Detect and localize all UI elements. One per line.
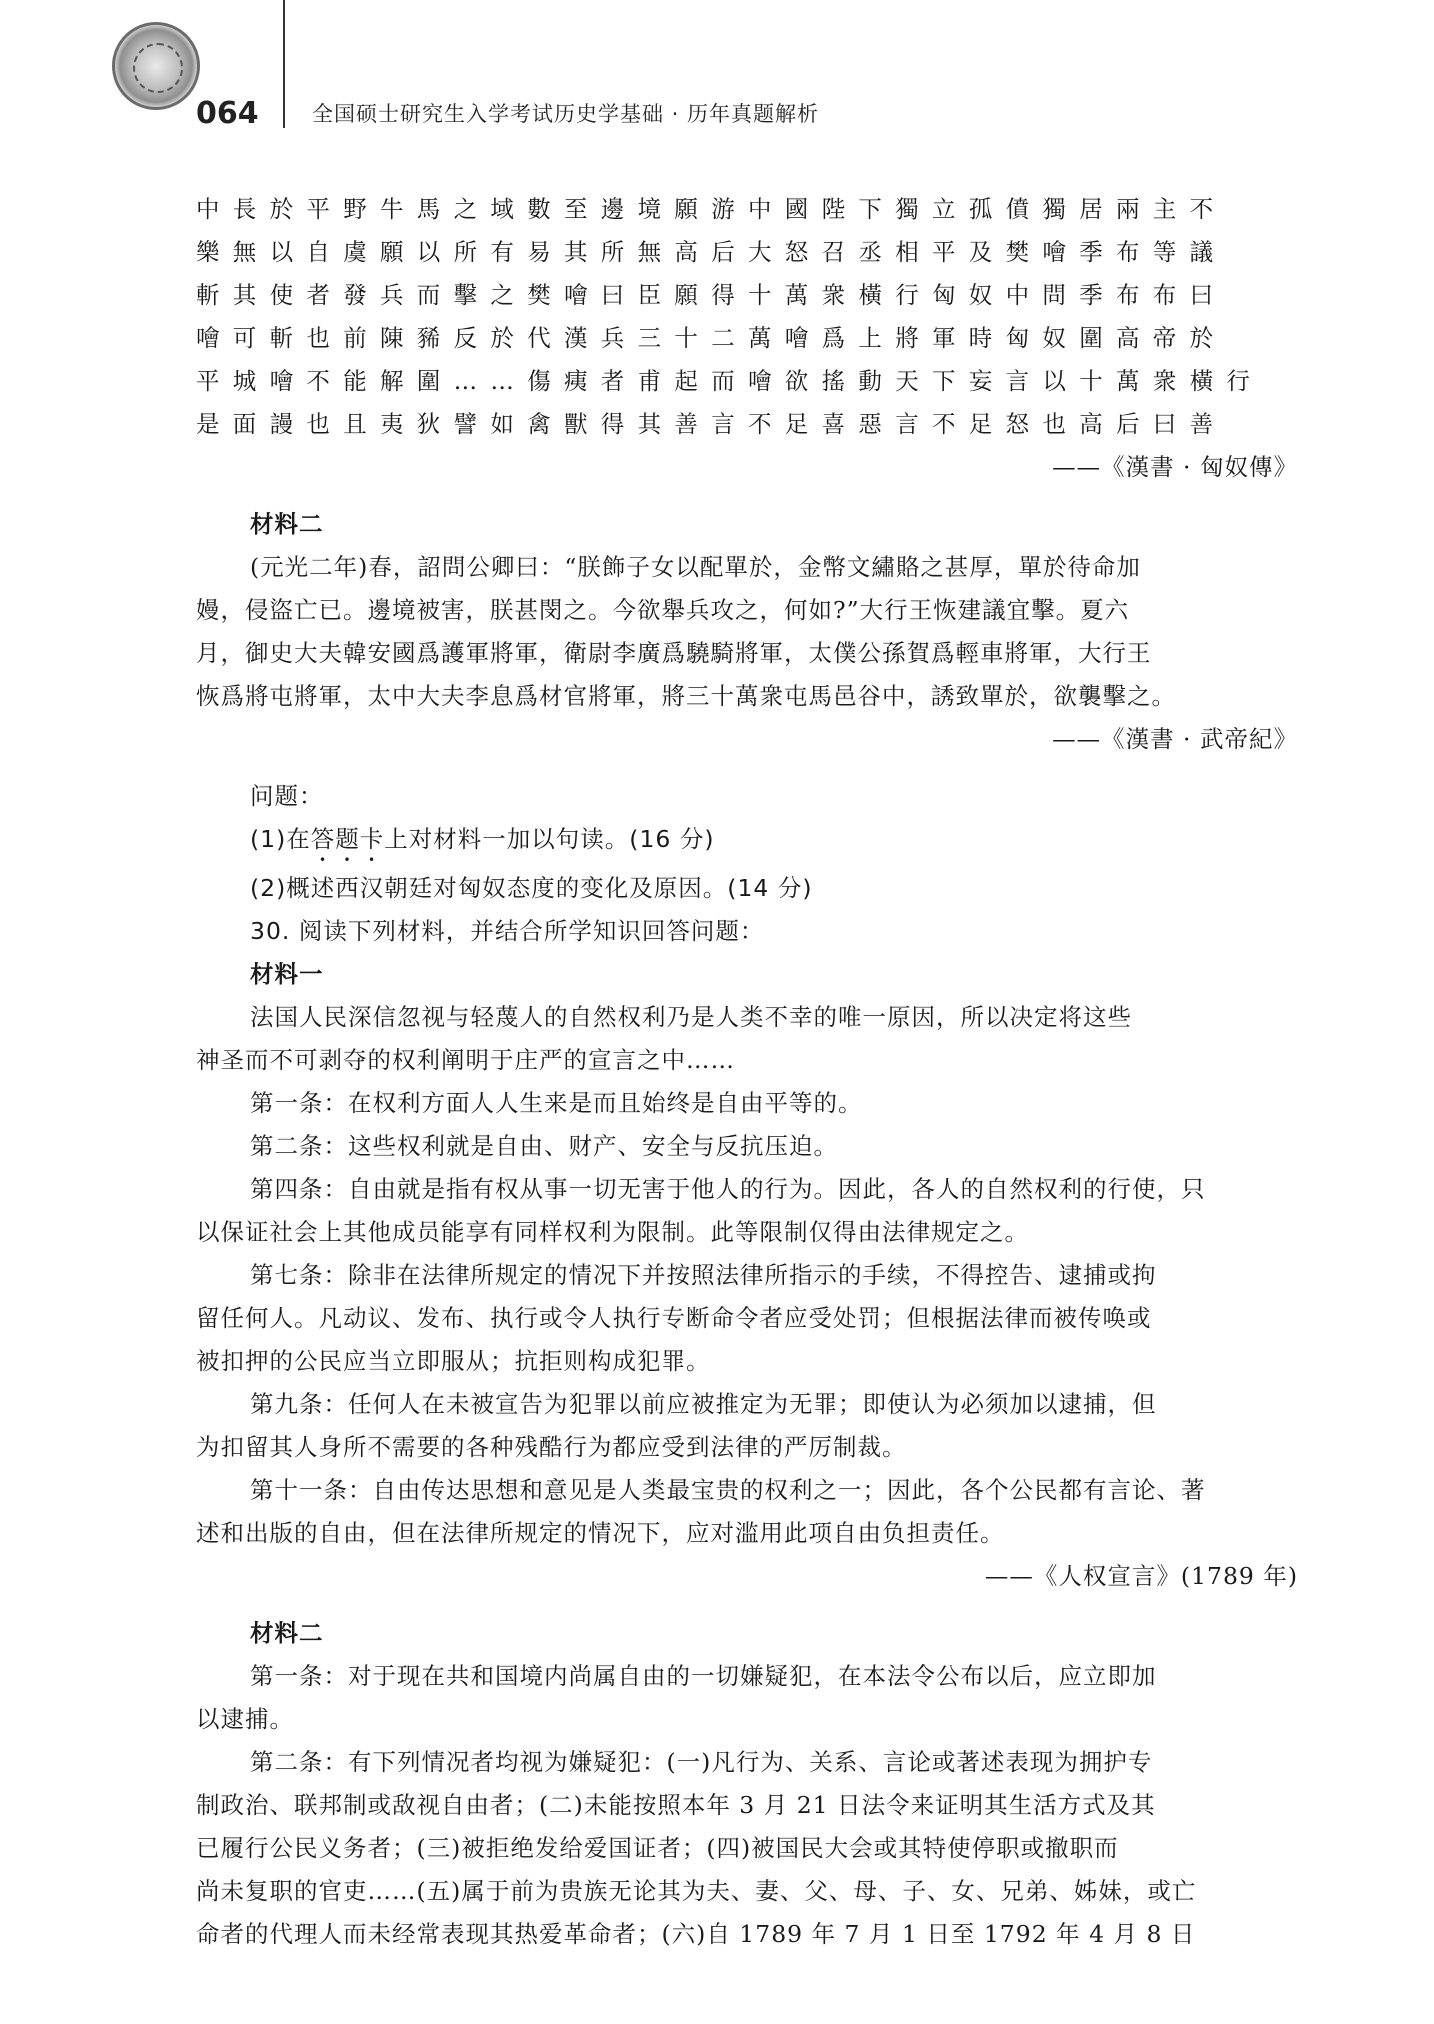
law-article-2-line: 制政治、联邦制或敌视自由者；(二)未能按照本年 3 月 21 日法令来证明其生活方式及其 xyxy=(196,1791,1156,1819)
question-1 xyxy=(196,818,1298,867)
page-header xyxy=(0,0,1434,140)
article-2: 第二条：这些权利就是自由、财产、安全与反抗压迫。 xyxy=(250,1132,838,1160)
library-seal-stamp xyxy=(112,22,200,110)
question-1-emphasis: 答题卡 xyxy=(310,825,385,853)
passage1-line: 噲可斬也前陳豨反於代漢兵三十二萬噲爲上將軍時匈奴圍高帝於 xyxy=(196,324,1227,352)
q30-material1-citation: ——《人权宣言》(1789 年) xyxy=(984,1562,1298,1590)
question-30: 30. 阅读下列材料，并结合所学知识回答问题： xyxy=(250,917,765,945)
series-title: 全国硕士研究生入学考试历史学基础 · 历年真题解析 xyxy=(312,102,820,126)
law-article-2-line: 尚未复职的官吏……(五)属于前为贵族无论其为夫、妻、父、母、子、女、兄弟、姊妹，或亡 xyxy=(196,1877,1197,1905)
article-7-line: 被扣押的公民应当立即服从；抗拒则构成犯罪。 xyxy=(196,1347,711,1375)
law-article-1-line: 以逮捕。 xyxy=(196,1705,294,1733)
article-4-line: 以保证社会上其他成员能享有同样权利为限制。此等限制仅得由法律规定之。 xyxy=(196,1218,1029,1246)
page-number: 064 xyxy=(196,96,259,131)
passage1-citation: ——《漢書 · 匈奴傳》 xyxy=(1052,453,1298,481)
article-9-line: 为扣留其人身所不需要的各种残酷行为都应受到法律的严厉制裁。 xyxy=(196,1433,907,1461)
article-1: 第一条：在权利方面人人生来是而且始终是自由平等的。 xyxy=(250,1089,863,1117)
material2-line: 月，御史大夫韓安國爲護軍將軍，衛尉李廣爲驍騎將軍，太僕公孫賀爲輕車將軍，大行王 xyxy=(196,639,1152,667)
material2-line: 恢爲將屯將軍，太中大夫李息爲材官將軍，將三十萬衆屯馬邑谷中，誘致單於，欲襲擊之。 xyxy=(196,682,1176,710)
law-article-2-line: 第二条：有下列情况者均视为嫌疑犯：(一)凡行为、关系、言论或著述表现为拥护专 xyxy=(250,1748,1153,1776)
article-11-line: 述和出版的自由，但在法律所规定的情况下，应对滥用此项自由负担责任。 xyxy=(196,1519,1005,1547)
article-9-line: 第九条：任何人在未被宣告为犯罪以前应被推定为无罪；即使认为必须加以逮捕，但 xyxy=(250,1390,1157,1418)
article-7-line: 第七条：除非在法律所规定的情况下并按照法律所指示的手续，不得控告、逮捕或拘 xyxy=(250,1261,1157,1289)
passage1 xyxy=(196,188,1298,446)
passage1-line: 中長於平野牛馬之域數至邊境願游中國陛下獨立孤僨獨居兩主不 xyxy=(196,195,1227,223)
law-article-1-line: 第一条：对于现在共和国境内尚属自由的一切嫌疑犯，在本法令公布以后，应立即加 xyxy=(250,1662,1157,1690)
header-divider xyxy=(283,0,285,128)
material2-line: 嫚，侵盜亡已。邊境被害，朕甚閔之。今欲舉兵攻之，何如?”大行王恢建議宜擊。夏六 xyxy=(196,596,1130,624)
questions-label: 问题： xyxy=(250,782,324,810)
page-body xyxy=(196,188,1298,1956)
article-7-line: 留任何人。凡动议、发布、执行或令人执行专断命令者应受处罚；但根据法律而被传唤或 xyxy=(196,1304,1152,1332)
preamble-line: 神圣而不可剥夺的权利阐明于庄严的宣言之中…… xyxy=(196,1046,735,1074)
material2-heading: 材料二 xyxy=(250,510,324,538)
q30-material2-heading: 材料二 xyxy=(250,1619,324,1647)
material2-line: (元光二年)春，詔問公卿曰：“朕飾子女以配單於，金幣文繡賂之甚厚，單於待命加 xyxy=(250,553,1141,581)
q30-material1-heading: 材料一 xyxy=(250,960,324,988)
passage1-line: 斬其使者發兵而擊之樊噲曰臣願得十萬衆橫行匈奴中問季布布曰 xyxy=(196,281,1227,309)
question-1-pre: (1)在 xyxy=(250,825,311,853)
passage1-line: 是面謾也且夷狄譬如禽獸得其善言不足喜惡言不足怒也高后曰善 xyxy=(196,410,1227,438)
law-article-2-line: 已履行公民义务者；(三)被拒绝发给爱国证者；(四)被国民大会或其特使停职或撤职而 xyxy=(196,1834,1119,1862)
preamble-line: 法国人民深信忽视与轻蔑人的自然权利乃是人类不幸的唯一原因，所以决定将这些 xyxy=(250,1003,1132,1031)
question-1-post: 上对材料一加以句读。(16 分) xyxy=(384,825,715,853)
question-2: (2)概述西汉朝廷对匈奴态度的变化及原因。(14 分) xyxy=(250,874,813,902)
article-11-line: 第十一条：自由传达思想和意见是人类最宝贵的权利之一；因此，各个公民都有言论、著 xyxy=(250,1476,1206,1504)
article-4-line: 第四条：自由就是指有权从事一切无害于他人的行为。因此，各人的自然权利的行使，只 xyxy=(250,1175,1206,1203)
law-article-2-line: 命者的代理人而未经常表现其热爱革命者；(六)自 1789 年 7 月 1 日至 1792 年 4 月 8 日 xyxy=(196,1920,1196,1948)
passage1-line: 樂無以自虞願以所有易其所無高后大怒召丞相平及樊噲季布等議 xyxy=(196,238,1227,266)
passage1-line: 平城噲不能解圍……傷痍者甫起而噲欲搖動天下妄言以十萬衆橫行 xyxy=(196,367,1264,395)
material2-citation: ——《漢書 · 武帝紀》 xyxy=(1052,725,1298,753)
